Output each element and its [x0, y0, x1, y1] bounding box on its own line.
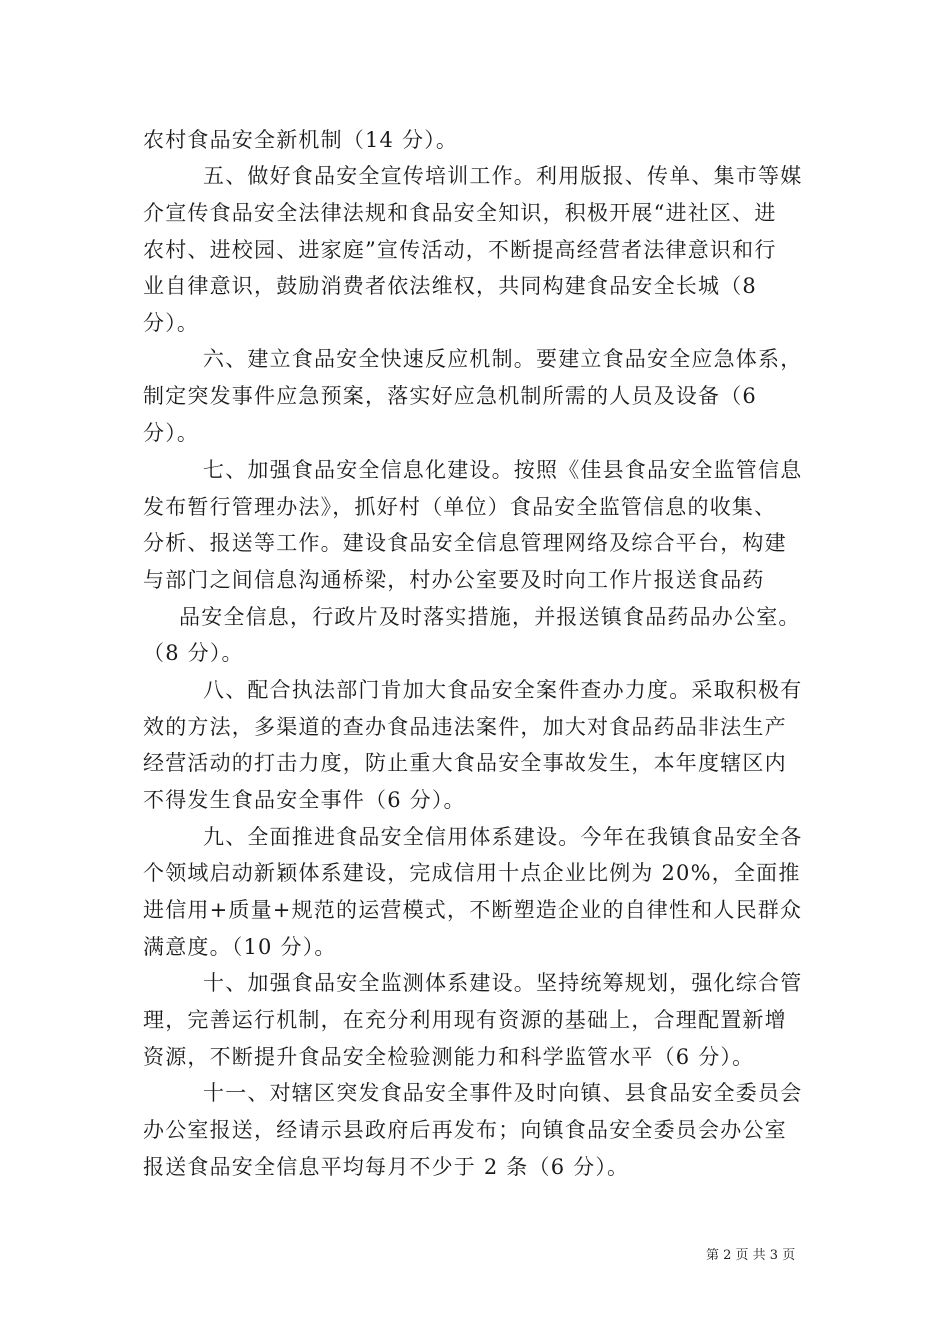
page-number-footer: 第 2 页 共 3 页	[706, 1248, 796, 1263]
paragraph-line: 五、做好食品安全宣传培训工作。利用版报、传单、集市等媒	[203, 164, 803, 188]
paragraph-line: 与部门之间信息沟通桥梁，村办公室要及时向工作片报送食品药	[143, 568, 765, 592]
paragraph-line: 农村食品安全新机制（14 分）。	[143, 128, 459, 152]
paragraph-line: 品安全信息，行政片及时落实措施，并报送镇食品药品办公室。	[179, 605, 801, 629]
paragraph-line: 发布暂行管理办法》，抓好村（单位）食品安全监管信息的收集、	[143, 495, 777, 519]
paragraph-line: 分）。	[143, 311, 200, 335]
paragraph-line: 制定突发事件应急预案，落实好应急机制所需的人员及设备（6	[143, 384, 757, 408]
paragraph-line: 满意度。（10 分）。	[143, 935, 337, 959]
paragraph-line: 十一、对辖区突发食品安全事件及时向镇、县食品安全委员会	[203, 1081, 803, 1105]
paragraph-line: 理，完善运行机制，在充分利用现有资源的基础上，合理配置新增	[143, 1008, 787, 1032]
paragraph-line: 不得发生食品安全事件（6 分）。	[143, 788, 466, 812]
paragraph-line: 介宣传食品安全法律法规和食品安全知识，积极开展“进社区、进	[143, 201, 777, 225]
paragraph-line: 资源，不断提升食品安全检验测能力和科学监管水平（6 分）。	[143, 1045, 755, 1069]
paragraph-line: 业自律意识，鼓励消费者依法维权，共同构建食品安全长城（8	[143, 274, 757, 298]
paragraph-line: 分）。	[143, 421, 200, 445]
paragraph-line: 十、加强食品安全监测体系建设。坚持统筹规划，强化综合管	[203, 971, 803, 995]
paragraph-line: （8 分）。	[143, 641, 244, 665]
paragraph-line: 报送食品安全信息平均每月不少于 2 条（6 分）。	[143, 1155, 630, 1179]
paragraph-line: 八、配合执法部门肯加大食品安全案件查办力度。采取积极有	[203, 678, 803, 702]
paragraph-line: 农村、进校园、进家庭”宣传活动，不断提高经营者法律意识和行	[143, 238, 777, 262]
paragraph-line: 九、全面推进食品安全信用体系建设。今年在我镇食品安全各	[203, 825, 803, 849]
paragraph-line: 效的方法，多渠道的查办食品违法案件，加大对食品药品非法生产	[143, 715, 787, 739]
paragraph-line: 经营活动的打击力度，防止重大食品安全事故发生，本年度辖区内	[143, 751, 787, 775]
paragraph-line: 办公室报送，经请示县政府后再发布；向镇食品安全委员会办公室	[143, 1118, 787, 1142]
paragraph-line: 进信用+质量+规范的运营模式，不断塑造企业的自律性和人民群众	[143, 898, 803, 922]
paragraph-line: 个领域启动新颖体系建设，完成信用十点企业比例为 20%，全面推	[143, 861, 801, 885]
paragraph-line: 分析、报送等工作。建设食品安全信息管理网络及综合平台，构建	[143, 531, 787, 555]
paragraph-line: 六、建立食品安全快速反应机制。要建立食品安全应急体系，	[203, 347, 803, 371]
paragraph-line: 七、加强食品安全信息化建设。按照《佳县食品安全监管信息	[203, 458, 803, 482]
